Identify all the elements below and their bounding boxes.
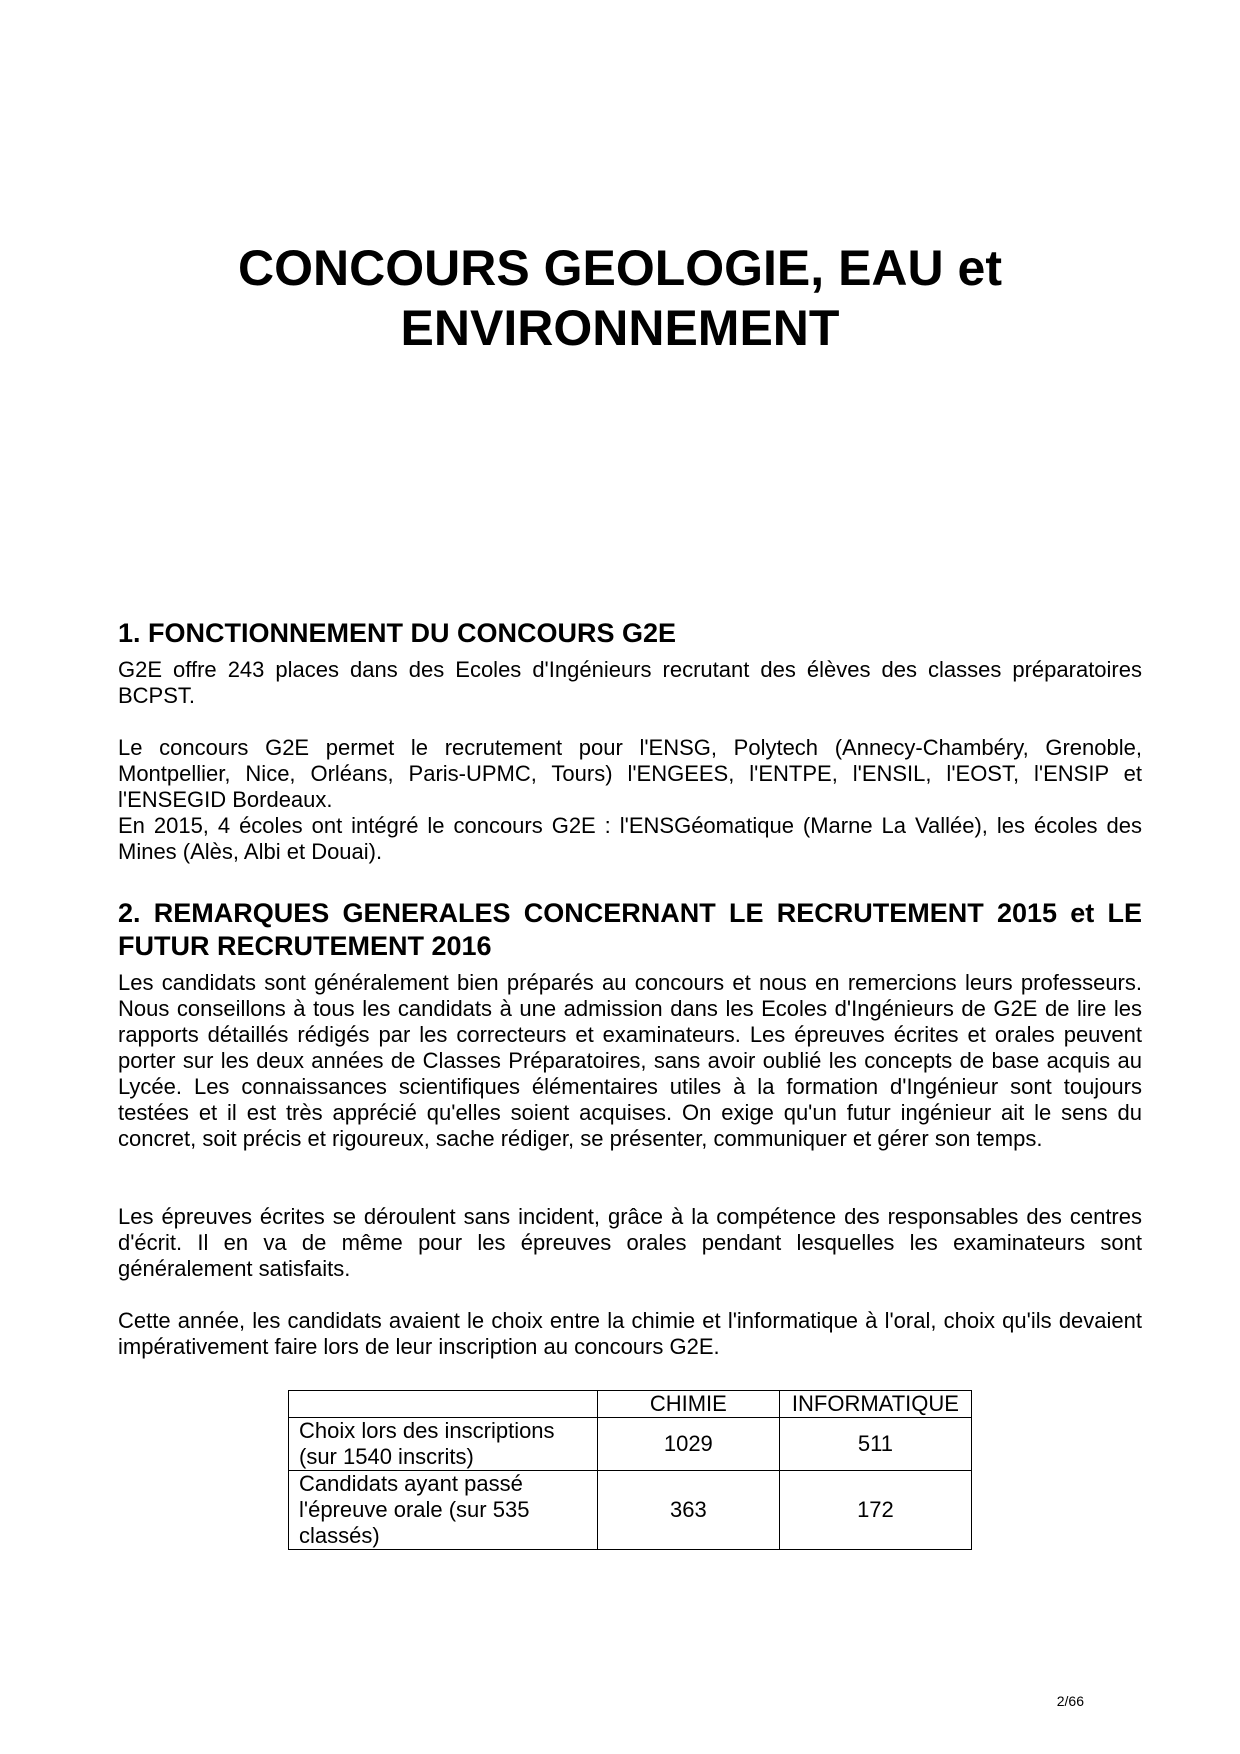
page-number: 2/66	[1056, 1693, 1084, 1709]
table-cell-informatique: 172	[779, 1471, 971, 1550]
table-cell-chimie: 363	[597, 1471, 779, 1550]
document-title-line-1: CONCOURS GEOLOGIE, EAU et	[238, 240, 1002, 296]
table-header-row	[289, 1391, 972, 1418]
section-1-paragraph-1: G2E offre 243 places dans des Ecoles d'Ingénieurs recrutant des élèves des classes préparatoires BCPST.	[118, 657, 1142, 708]
section-2-paragraph-2: Les épreuves écrites se déroulent sans incident, grâce à la compétence des responsables des centres d'écrit. Il en va de même pour les épreuves orales pendant lesquelles les examinateurs sont généralement satisfaits.	[118, 1204, 1142, 1281]
table-cell-informatique: 511	[779, 1418, 971, 1471]
section-2-paragraph-3: Cette année, les candidats avaient le choix entre la chimie et l'informatique à l'oral, choix qu'ils devaient impérativement faire lors de leur inscription au concours G2E.	[118, 1308, 1142, 1359]
section-1-paragraph-2	[118, 735, 1142, 865]
table-header-informatique: INFORMATIQUE	[779, 1391, 971, 1418]
document-title	[0, 238, 1240, 358]
section-1-paragraph-2-part-1: Le concours G2E permet le recrutement pour l'ENSG, Polytech (Annecy-Chambéry, Grenoble, Montpellier, Nice, Orléans, Paris-UPMC, Tours) l'ENGEES, l'ENTPE, l'ENSIL, l'EOST, l'ENSIP et l'ENSEGID Bordeaux.	[118, 735, 1142, 812]
section-2-paragraph-1: Les candidats sont généralement bien préparés au concours et nous en remercions leurs professeurs. Nous conseillons à tous les candidats à une admission dans les Ecoles d'Ingénieurs de G2E de lire les rapports détaillés rédigés par les correcteurs et examinateurs. Les épreuves écrites et orales peuvent porter sur les deux années de Classes Préparatoires, sans avoir oublié les concepts de base acquis au Lycée. Les connaissances scientifiques élémentaires utiles à la formation d'Ingénieur sont toujours testées et il est très apprécié qu'elles soient acquises. On exige qu'un futur ingénieur ait le sens du concret, soit précis et rigoureux, sache rédiger, se présenter, communiquer et gérer son temps.	[118, 970, 1142, 1151]
section-1-paragraph-2-part-2: En 2015, 4 écoles ont intégré le concours G2E : l'ENSGéomatique (Marne La Vallée), les écoles des Mines (Alès, Albi et Douai).	[118, 813, 1142, 864]
table-row-label: Candidats ayant passé l'épreuve orale (sur 535 classés)	[289, 1471, 598, 1550]
section-2-heading: 2. REMARQUES GENERALES CONCERNANT LE RECRUTEMENT 2015 et LE FUTUR RECRUTEMENT 2016	[118, 898, 1142, 961]
table-row	[289, 1418, 972, 1471]
table-row-label: Choix lors des inscriptions (sur 1540 inscrits)	[289, 1418, 598, 1471]
table-header-empty	[289, 1391, 598, 1418]
section-1-heading: 1. FONCTIONNEMENT DU CONCOURS G2E	[118, 618, 677, 648]
oral-choice-table	[288, 1390, 972, 1550]
table-cell-chimie: 1029	[597, 1418, 779, 1471]
table-header-chimie: CHIMIE	[597, 1391, 779, 1418]
document-title-line-2: ENVIRONNEMENT	[400, 300, 840, 356]
table-row	[289, 1471, 972, 1550]
